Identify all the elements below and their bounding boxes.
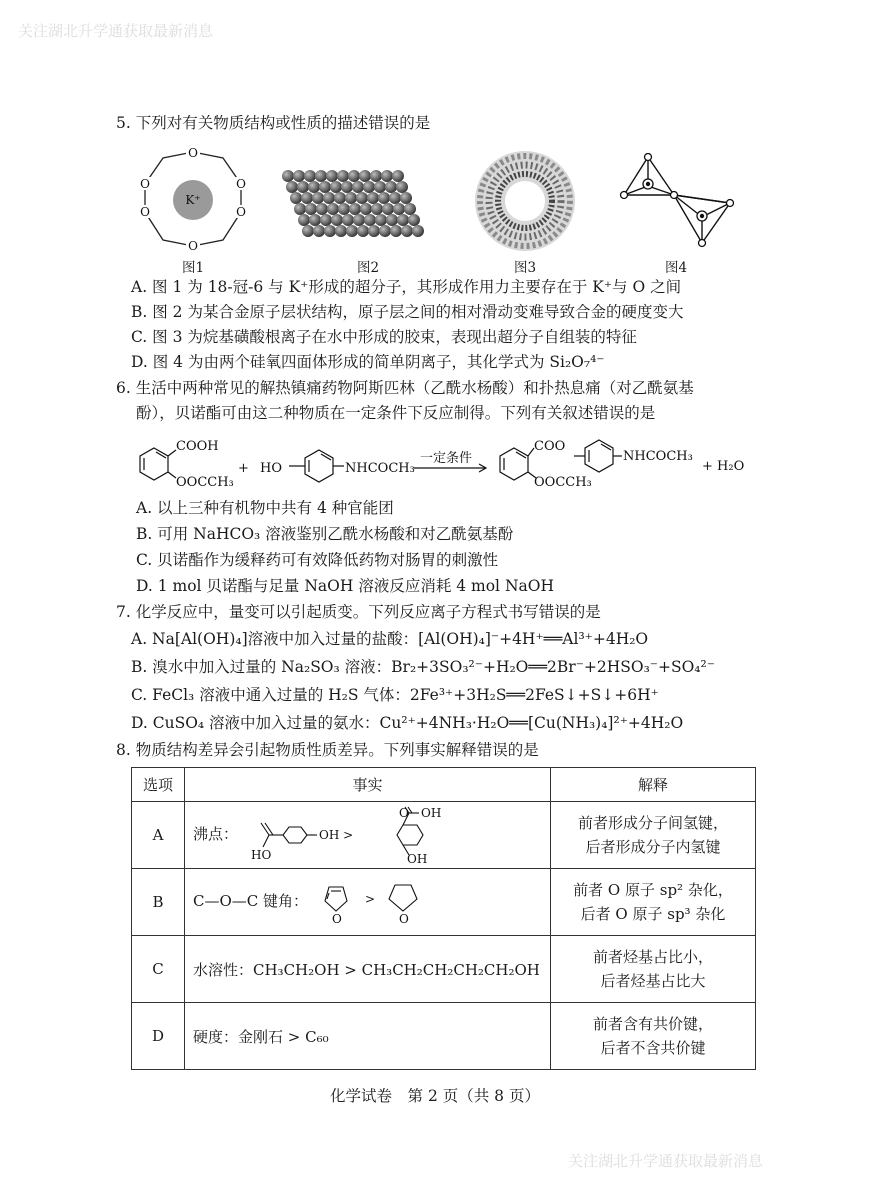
svg-text:O: O bbox=[398, 912, 409, 926]
product-acetate: OOCCH₃ bbox=[534, 475, 592, 490]
row-option: B bbox=[132, 869, 185, 936]
row-fact bbox=[185, 869, 551, 936]
q5-option-c: C. 图 3 为烷基磺酸根离子在水中形成的胶束，表现出超分子自组装的特征 bbox=[131, 328, 637, 346]
row-option: D bbox=[132, 1003, 185, 1070]
q7-option-a: A. Na[Al(OH)₄]溶液中加入过量的盐酸：[Al(OH)₄]⁻+4H⁺══Al³⁺+4H₂O bbox=[131, 630, 649, 648]
fig1-label: 图1 bbox=[181, 260, 205, 276]
q6-option-c: C. 贝诺酯作为缓释药可有效降低药物对肠胃的刺激性 bbox=[136, 551, 499, 569]
svg-text:O: O bbox=[140, 205, 150, 219]
page-footer: 化学试卷 第 2 页（共 8 页） bbox=[330, 1087, 540, 1105]
watermark-bottom: 关注湖北升学通获取最新消息 bbox=[568, 1152, 764, 1170]
fig3-label: 图3 bbox=[513, 260, 537, 276]
paracetamol-amide: NHCOCH₃ bbox=[345, 461, 415, 476]
q5-option-a: A. 图 1 为 18-冠-6 与 K⁺形成的超分子，其形成作用力主要存在于 K⁺与 O 之间 bbox=[131, 278, 682, 296]
row-option: C bbox=[132, 936, 185, 1003]
q8-stem: 8. 物质结构差异会引起物质性质差异。下列事实解释错误的是 bbox=[116, 741, 539, 759]
svg-text:O: O bbox=[331, 912, 342, 926]
product-ester-link: COO bbox=[534, 439, 566, 454]
svg-text:O: O bbox=[140, 177, 150, 191]
watermark-top: 关注湖北升学通获取最新消息 bbox=[18, 22, 214, 40]
row-explanation: 前者 O 原子 sp² 杂化， 后者 O 原子 sp³ 杂化 bbox=[551, 869, 756, 936]
plus-sign: + bbox=[238, 461, 249, 476]
figure-micelle bbox=[473, 149, 577, 253]
q6-option-d: D. 1 mol 贝诺酯与足量 NaOH 溶液反应消耗 4 mol NaOH bbox=[136, 577, 554, 595]
fact-prefix: 沸点： bbox=[193, 825, 239, 843]
fact-prefix: C—O—C 键角： bbox=[193, 892, 309, 910]
aspirin-cooh: COOH bbox=[176, 439, 219, 454]
table-row bbox=[132, 936, 756, 1003]
q7-option-d: D. CuSO₄ 溶液中加入过量的氨水：Cu²⁺+4NH₃·H₂O══[Cu(NH₃)₄]²⁺+4H₂O bbox=[131, 714, 684, 732]
table-row bbox=[132, 869, 756, 936]
bond-angle-structures bbox=[313, 877, 433, 927]
q8-table bbox=[131, 767, 756, 1070]
table-header-row bbox=[132, 768, 756, 802]
svg-text:O: O bbox=[236, 205, 246, 219]
q7-stem: 7. 化学反应中，量变可以引起质变。下列反应离子方程式书写错误的是 bbox=[116, 603, 601, 621]
aspirin-ester: OOCCH₃ bbox=[176, 475, 234, 490]
q7-option-b: B. 溴水中加入过量的 Na₂SO₃ 溶液：Br₂+3SO₃²⁻+H₂O══2Br⁻+2HSO₃⁻+SO₄²⁻ bbox=[131, 658, 715, 676]
figure-crown-ether bbox=[133, 146, 253, 256]
svg-text:O: O bbox=[188, 239, 198, 253]
svg-text:O: O bbox=[188, 146, 198, 160]
svg-text:O: O bbox=[236, 177, 246, 191]
row-explanation: 前者含有共价键， 后者不含共价键 bbox=[551, 1003, 756, 1070]
water-product: + H₂O bbox=[702, 459, 745, 474]
product-amide: NHCOCH₃ bbox=[623, 449, 693, 464]
table-row bbox=[132, 802, 756, 869]
figure-silicate bbox=[618, 153, 738, 253]
boiling-point-structures bbox=[243, 805, 503, 865]
fig2-label: 图2 bbox=[356, 260, 380, 276]
svg-text:OH >: OH > bbox=[318, 828, 353, 842]
q5-option-b: B. 图 2 为某合金原子层状结构，原子层之间的相对滑动变难导致合金的硬度变大 bbox=[131, 303, 684, 321]
table-row bbox=[132, 1003, 756, 1070]
k-ion-label: K⁺ bbox=[185, 193, 201, 207]
row-option: A bbox=[132, 802, 185, 869]
q7-option-c: C. FeCl₃ 溶液中通入过量的 H₂S 气体：2Fe³⁺+3H₂S══2FeS↓+S↓+6H⁺ bbox=[131, 686, 659, 704]
figure-alloy-layers bbox=[280, 168, 430, 248]
q6-option-b: B. 可用 NaHCO₃ 溶液鉴别乙酰水杨酸和对乙酰氨基酚 bbox=[136, 525, 514, 543]
svg-text:OH: OH bbox=[420, 806, 442, 820]
svg-text:OH: OH bbox=[406, 852, 428, 865]
row-fact bbox=[185, 802, 551, 869]
q5-option-d: D. 图 4 为由两个硅氧四面体形成的简单阴离子，其化学式为 Si₂O₇⁴⁻ bbox=[131, 353, 605, 371]
fig4-label: 图4 bbox=[664, 260, 688, 276]
svg-text:>: > bbox=[364, 892, 375, 906]
row-explanation: 前者形成分子间氢键， 后者形成分子内氢键 bbox=[551, 802, 756, 869]
svg-text:HO: HO bbox=[250, 848, 272, 862]
q5-stem: 5. 下列对有关物质结构或性质的描述错误的是 bbox=[116, 114, 431, 132]
q6-stem-line2: 酚），贝诺酯可由这二种物质在一定条件下反应制得。下列有关叙述错误的是 bbox=[136, 404, 656, 422]
header-explanation: 解释 bbox=[551, 768, 756, 802]
row-fact: 水溶性：CH₃CH₂OH > CH₃CH₂CH₂CH₂CH₂OH bbox=[185, 936, 551, 1003]
q6-option-a: A. 以上三种有机物中共有 4 种官能团 bbox=[136, 499, 394, 517]
reaction-condition: 一定条件 bbox=[420, 451, 473, 466]
q6-stem-line1: 6. 生活中两种常见的解热镇痛药物阿斯匹林（乙酰水杨酸）和扑热息痛（对乙酰氨基 bbox=[116, 379, 694, 397]
header-fact: 事实 bbox=[185, 768, 551, 802]
header-option: 选项 bbox=[132, 768, 185, 802]
reaction-scheme bbox=[124, 434, 764, 496]
paracetamol-ho: HO bbox=[260, 461, 282, 476]
row-explanation: 前者烃基占比小， 后者烃基占比大 bbox=[551, 936, 756, 1003]
row-fact: 硬度：金刚石 > C₆₀ bbox=[185, 1003, 551, 1070]
svg-text:O: O bbox=[398, 806, 409, 820]
